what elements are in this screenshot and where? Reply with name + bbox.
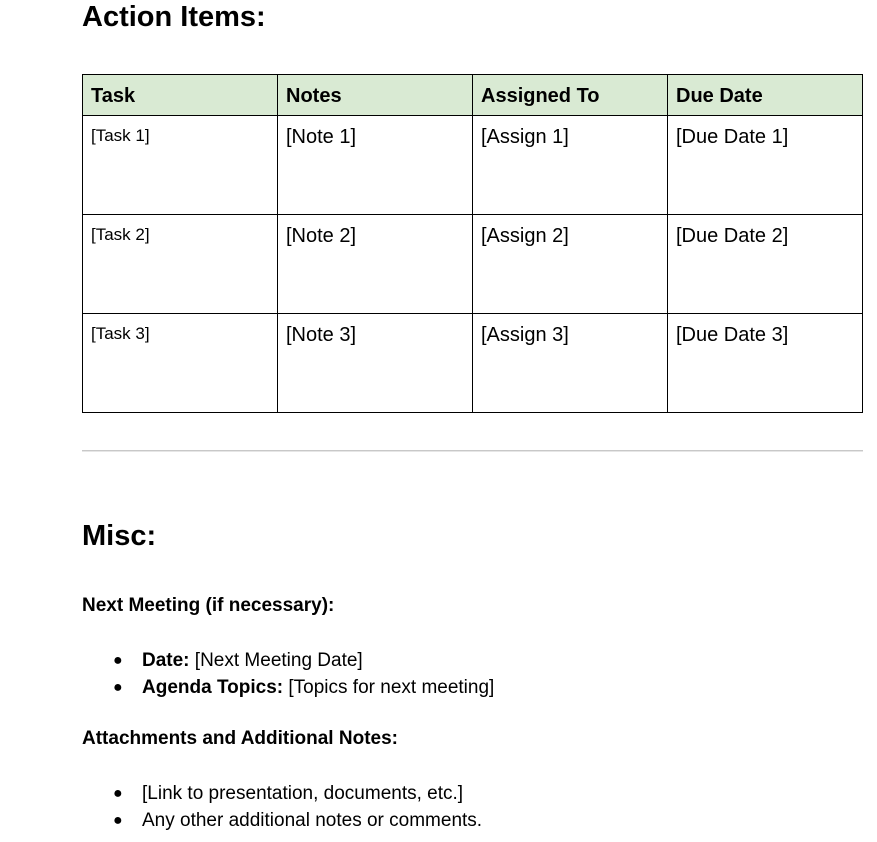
column-header-notes: Notes bbox=[278, 75, 473, 116]
assigned-cell[interactable]: [Assign 3] bbox=[473, 314, 668, 413]
attachments-heading: Attachments and Additional Notes: bbox=[82, 728, 398, 749]
assigned-cell[interactable]: [Assign 1] bbox=[473, 116, 668, 215]
table-row bbox=[83, 116, 863, 215]
due-date-cell[interactable]: [Due Date 1] bbox=[668, 116, 863, 215]
assigned-cell[interactable]: [Assign 2] bbox=[473, 215, 668, 314]
action-items-table bbox=[82, 74, 863, 413]
column-header-assigned-to: Assigned To bbox=[473, 75, 668, 116]
list-item bbox=[82, 780, 482, 807]
due-date-cell[interactable]: [Due Date 3] bbox=[668, 314, 863, 413]
agenda-topics-value[interactable]: [Topics for next meeting] bbox=[283, 677, 495, 698]
bullet-icon: ● bbox=[113, 652, 123, 669]
date-label: Date: bbox=[142, 650, 190, 671]
next-meeting-heading: Next Meeting (if necessary): bbox=[82, 595, 335, 616]
table-row bbox=[83, 314, 863, 413]
additional-notes-text[interactable]: Any other additional notes or comments. bbox=[142, 810, 483, 831]
date-value[interactable]: [Next Meeting Date] bbox=[189, 650, 363, 671]
horizontal-divider bbox=[82, 450, 863, 452]
column-header-due-date: Due Date bbox=[668, 75, 863, 116]
due-date-cell[interactable]: [Due Date 2] bbox=[668, 215, 863, 314]
task-cell[interactable]: [Task 3] bbox=[83, 314, 278, 413]
note-cell[interactable]: [Note 3] bbox=[278, 314, 473, 413]
attachments-list bbox=[82, 780, 482, 834]
task-cell[interactable]: [Task 2] bbox=[83, 215, 278, 314]
column-header-task: Task bbox=[83, 75, 278, 116]
agenda-topics-label: Agenda Topics: bbox=[142, 677, 284, 698]
list-item bbox=[82, 807, 482, 834]
table-row bbox=[83, 215, 863, 314]
bullet-icon: ● bbox=[113, 679, 123, 696]
note-cell[interactable]: [Note 2] bbox=[278, 215, 473, 314]
list-item bbox=[82, 647, 494, 674]
bullet-icon: ● bbox=[113, 812, 123, 829]
attachment-link-text[interactable]: [Link to presentation, documents, etc.] bbox=[142, 783, 464, 804]
next-meeting-list bbox=[82, 647, 494, 701]
task-cell[interactable]: [Task 1] bbox=[83, 116, 278, 215]
action-items-heading: Action Items: bbox=[82, 1, 266, 33]
misc-heading: Misc: bbox=[82, 520, 157, 552]
note-cell[interactable]: [Note 1] bbox=[278, 116, 473, 215]
list-item bbox=[82, 674, 494, 701]
table-header-row bbox=[83, 75, 863, 116]
bullet-icon: ● bbox=[113, 785, 123, 802]
